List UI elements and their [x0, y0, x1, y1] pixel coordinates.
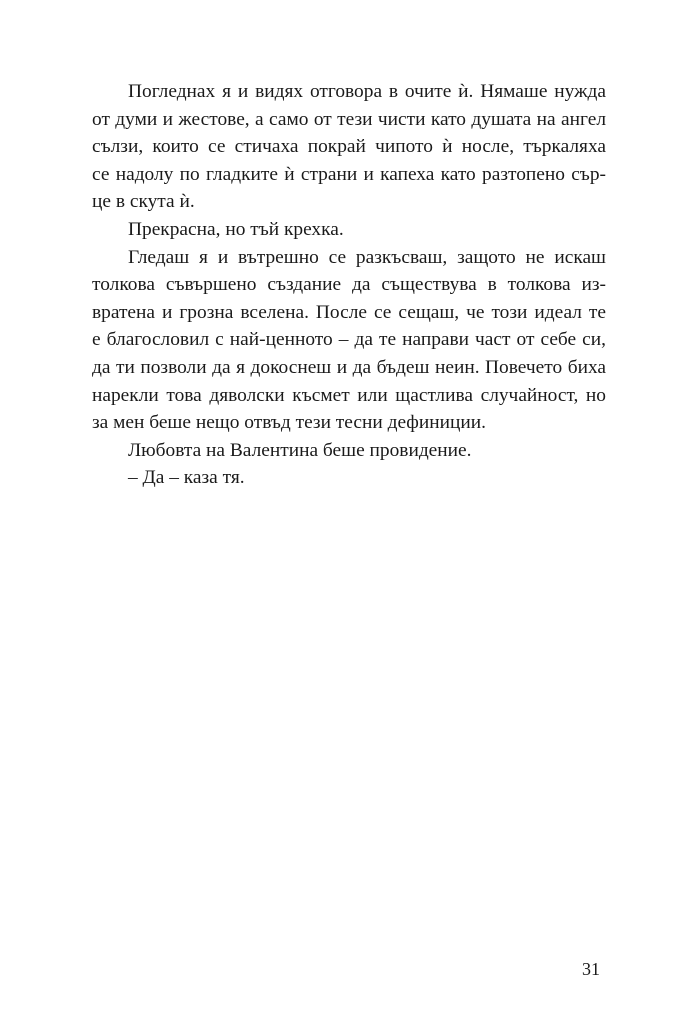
- text-line: за мен беше нещо отвъд тези тесни дефиниции.: [92, 412, 486, 434]
- text-line: Гледаш я и вътрешно се разкъсваш, защото не искаш: [128, 246, 606, 268]
- paragraph-2: [92, 216, 606, 244]
- text-line: – Да – каза тя.: [128, 467, 245, 489]
- text-line: толкова съвършено създание да съществува в толкова из-: [92, 274, 606, 296]
- text-line: да ти позволи да я докоснеш и да бъдеш неин. Повечето биха: [92, 356, 606, 378]
- paragraph-3: [92, 244, 606, 437]
- paragraph-5: [92, 464, 606, 492]
- text-line: сълзи, които се стичаха покрай чипото ѝ носле, търкаляха: [92, 136, 606, 158]
- text-line: от думи и жестове, а само от тези чисти като душата на ангел: [92, 108, 606, 130]
- page-number: 31: [582, 959, 600, 979]
- text-line: нарекли това дяволски късмет или щастлива случайност, но: [92, 384, 606, 406]
- text-line: вратена и грозна вселена. После се сещаш, че този идеал те: [92, 301, 606, 323]
- text-line: се надолу по гладките ѝ страни и капеха като разтопено сър-: [92, 163, 606, 185]
- paragraph-1: [92, 78, 606, 216]
- text-line: це в скута ѝ.: [92, 191, 195, 213]
- text-line: Любовта на Валентина беше провидение.: [128, 439, 472, 461]
- paragraph-4: [92, 437, 606, 465]
- text-line: Погледнах я и видях отговора в очите ѝ. Нямаше нужда: [128, 81, 606, 102]
- text-line: е благословил с най-ценното – да те направи част от себе си,: [92, 329, 606, 351]
- body-text: [92, 78, 606, 492]
- text-line: Прекрасна, но тъй крехка.: [128, 218, 344, 240]
